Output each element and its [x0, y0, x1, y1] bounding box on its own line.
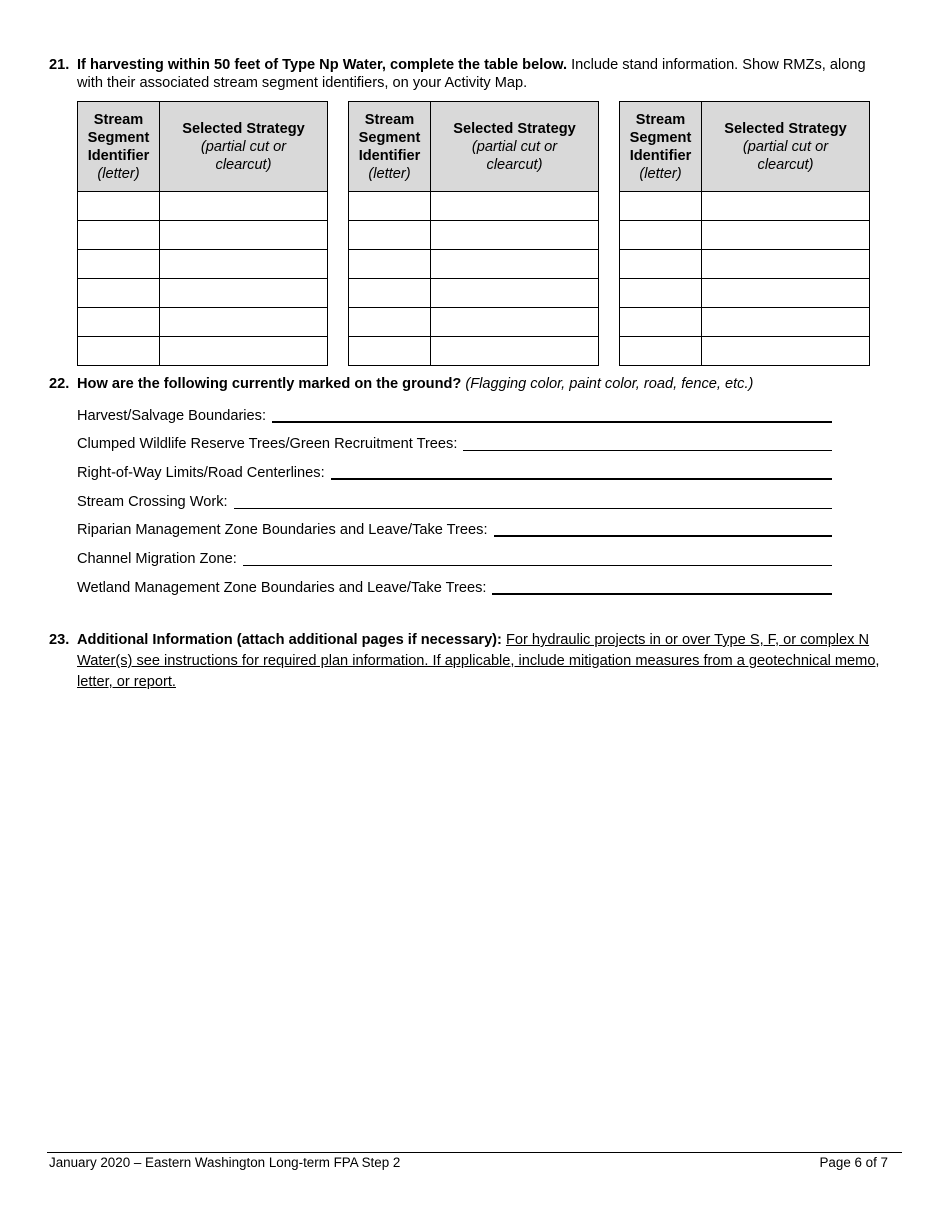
table-row — [349, 308, 599, 337]
strategy-cell[interactable] — [160, 279, 328, 308]
table-row — [349, 250, 599, 279]
strategy-cell[interactable] — [431, 250, 599, 279]
stream-strategy-table-2 — [348, 101, 599, 366]
strategy-cell[interactable] — [702, 192, 870, 221]
identifier-cell[interactable] — [78, 279, 160, 308]
table-row — [78, 308, 328, 337]
footer-document-title: January 2020 – Eastern Washington Long-term FPA Step 2 — [49, 1155, 401, 1170]
stream-strategy-table-3 — [619, 101, 870, 366]
table-row — [78, 192, 328, 221]
identifier-cell[interactable] — [620, 279, 702, 308]
question-23-number: 23. — [49, 632, 70, 648]
field-harvest-salvage-boundaries — [77, 407, 832, 425]
strategy-cell[interactable] — [160, 192, 328, 221]
table-row — [349, 221, 599, 250]
strategy-cell[interactable] — [160, 250, 328, 279]
identifier-cell[interactable] — [349, 192, 431, 221]
identifier-cell[interactable] — [620, 337, 702, 366]
header-stream-segment-identifier: Stream Segment Identifier (letter) — [349, 102, 431, 192]
question-23 — [49, 630, 894, 693]
strategy-cell[interactable] — [431, 308, 599, 337]
identifier-cell[interactable] — [78, 337, 160, 366]
identifier-cell[interactable] — [349, 337, 431, 366]
header-stream-segment-identifier: Stream Segment Identifier (letter) — [78, 102, 160, 192]
answer-line[interactable] — [463, 436, 832, 451]
answer-line[interactable] — [272, 407, 832, 423]
identifier-cell[interactable] — [78, 250, 160, 279]
table-row — [620, 308, 870, 337]
question-21 — [49, 56, 894, 92]
strategy-cell[interactable] — [702, 250, 870, 279]
field-label: Stream Crossing Work: — [77, 494, 228, 510]
table-row — [78, 250, 328, 279]
question-23-answer[interactable]: For hydraulic projects in or over Type S, F, or complex N Water(s) see instructions for required plan information. If applicable, include mitigation measures from a geotechnical memo, letter, or report. — [77, 632, 880, 690]
stream-strategy-table-1 — [77, 101, 328, 366]
identifier-cell[interactable] — [349, 250, 431, 279]
question-21-instructions: Include stand information. Show RMZs, along with their associated stream segment identifiers, on your Activity Map. — [77, 57, 866, 91]
footer-divider — [47, 1152, 902, 1153]
field-label: Right-of-Way Limits/Road Centerlines: — [77, 465, 325, 481]
answer-line[interactable] — [243, 551, 832, 566]
question-23-prompt: Additional Information (attach additional pages if necessary): — [77, 632, 502, 648]
table-row — [349, 192, 599, 221]
header-selected-strategy: Selected Strategy (partial cut or clearcut) — [702, 102, 870, 192]
table-row — [349, 337, 599, 366]
table-row — [620, 337, 870, 366]
strategy-cell[interactable] — [702, 337, 870, 366]
field-channel-migration-zone — [77, 550, 832, 568]
identifier-cell[interactable] — [620, 221, 702, 250]
field-wildlife-reserve-trees — [77, 435, 832, 453]
field-label: Channel Migration Zone: — [77, 551, 237, 567]
field-label: Wetland Management Zone Boundaries and Leave/Take Trees: — [77, 580, 487, 596]
strategy-cell[interactable] — [702, 308, 870, 337]
table-row — [620, 279, 870, 308]
answer-line[interactable] — [492, 579, 832, 595]
table-row — [620, 250, 870, 279]
table-row — [78, 279, 328, 308]
strategy-cell[interactable] — [702, 279, 870, 308]
identifier-cell[interactable] — [620, 192, 702, 221]
answer-line[interactable] — [234, 494, 832, 509]
question-22-hint: (Flagging color, paint color, road, fence, etc.) — [465, 376, 754, 392]
table-row — [349, 279, 599, 308]
identifier-cell[interactable] — [349, 308, 431, 337]
field-label: Harvest/Salvage Boundaries: — [77, 408, 267, 424]
question-22-prompt: How are the following currently marked on the ground? — [77, 376, 462, 392]
field-right-of-way-limits — [77, 464, 832, 482]
strategy-cell[interactable] — [431, 337, 599, 366]
strategy-cell[interactable] — [431, 279, 599, 308]
table-row — [620, 221, 870, 250]
field-wetland-management-zone — [77, 579, 832, 597]
strategy-cell[interactable] — [160, 337, 328, 366]
table-row — [620, 192, 870, 221]
field-stream-crossing-work — [77, 493, 832, 511]
field-label: Riparian Management Zone Boundaries and Leave/Take Trees: — [77, 522, 488, 538]
identifier-cell[interactable] — [78, 192, 160, 221]
footer-page-number: Page 6 of 7 — [819, 1155, 888, 1170]
question-21-prompt: If harvesting within 50 feet of Type Np Water, complete the table below. — [77, 57, 568, 73]
identifier-cell[interactable] — [620, 250, 702, 279]
identifier-cell[interactable] — [78, 221, 160, 250]
identifier-cell[interactable] — [620, 308, 702, 337]
strategy-cell[interactable] — [431, 192, 599, 221]
identifier-cell[interactable] — [349, 221, 431, 250]
identifier-cell[interactable] — [78, 308, 160, 337]
field-label: Clumped Wildlife Reserve Trees/Green Recruitment Trees: — [77, 436, 458, 452]
header-stream-segment-identifier: Stream Segment Identifier (letter) — [620, 102, 702, 192]
answer-line[interactable] — [494, 521, 833, 537]
field-riparian-management-zone — [77, 521, 832, 539]
answer-line[interactable] — [331, 464, 832, 480]
question-22-number: 22. — [49, 376, 70, 392]
question-22 — [49, 375, 894, 393]
strategy-cell[interactable] — [702, 221, 870, 250]
strategy-cell[interactable] — [160, 308, 328, 337]
header-selected-strategy: Selected Strategy (partial cut or clearcut) — [431, 102, 599, 192]
table-row — [78, 221, 328, 250]
question-21-number: 21. — [49, 57, 70, 73]
strategy-cell[interactable] — [431, 221, 599, 250]
strategy-cell[interactable] — [160, 221, 328, 250]
table-row — [78, 337, 328, 366]
identifier-cell[interactable] — [349, 279, 431, 308]
header-selected-strategy: Selected Strategy (partial cut or clearcut) — [160, 102, 328, 192]
